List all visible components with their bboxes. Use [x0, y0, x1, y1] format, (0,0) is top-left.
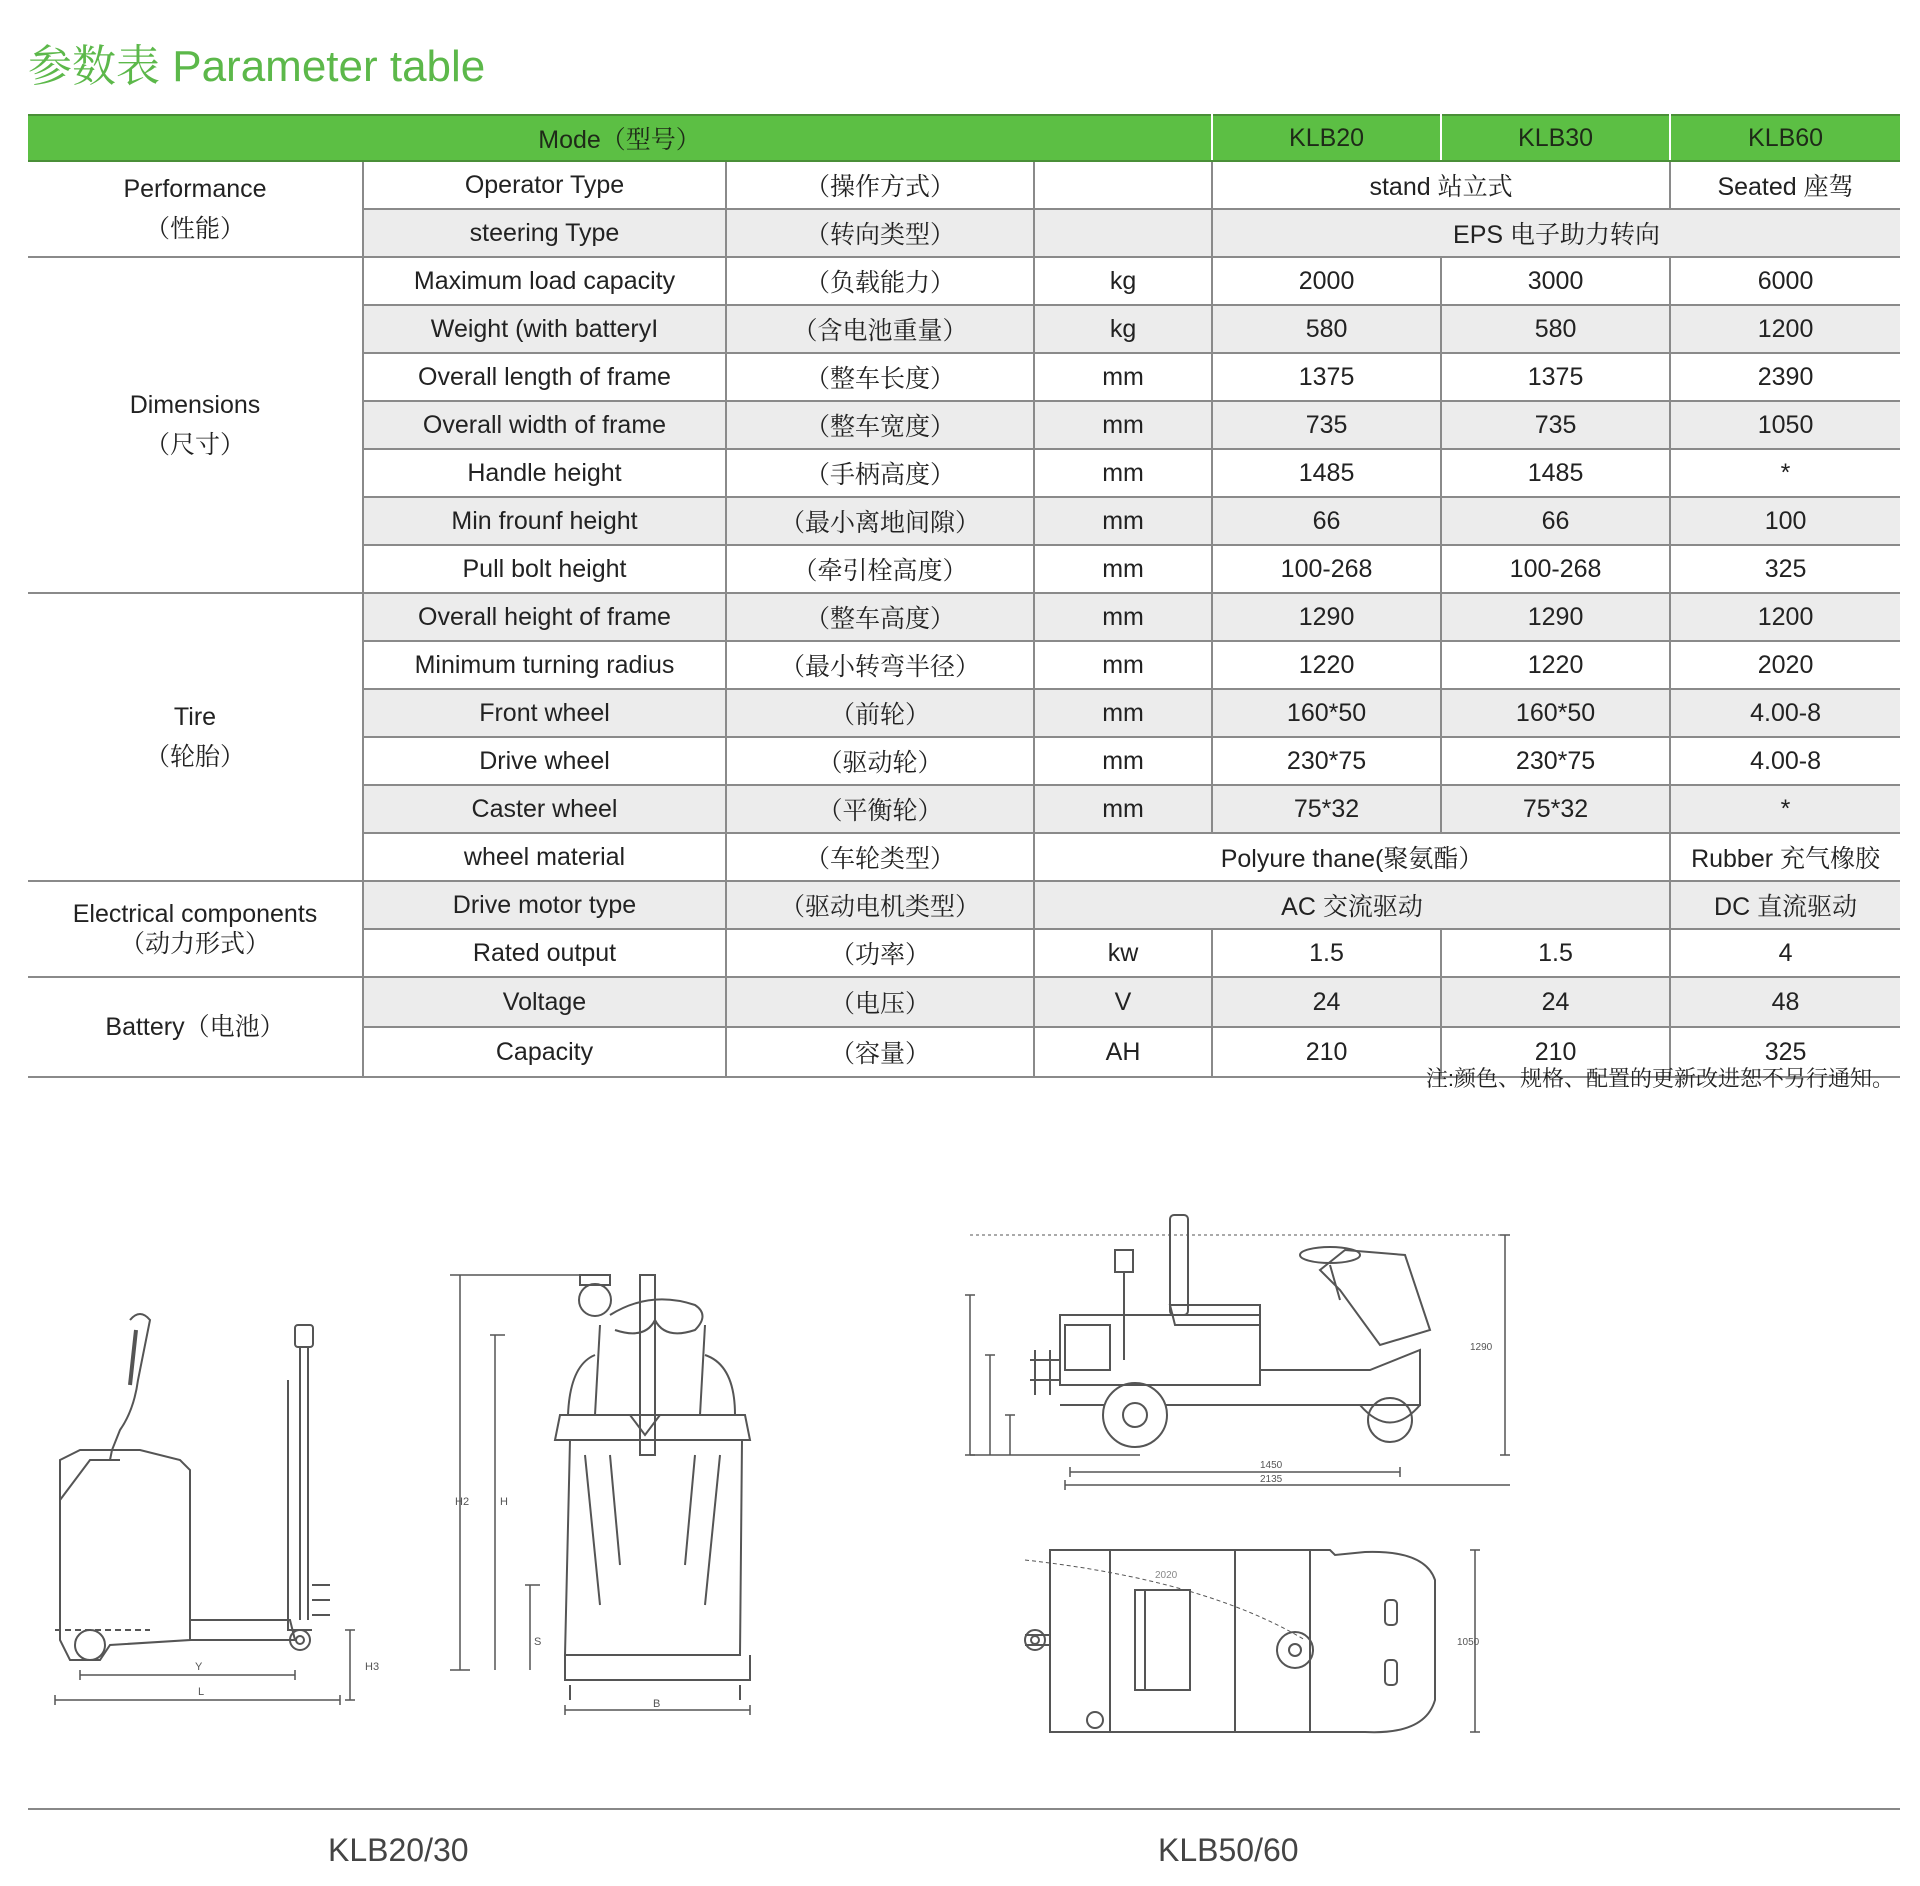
param-cn: （牵引栓高度） — [726, 545, 1034, 593]
param-en: Minimum turning radius — [363, 641, 726, 689]
param-value: 4.00-8 — [1670, 737, 1900, 785]
param-value: 1200 — [1670, 593, 1900, 641]
param-cn: （车轮类型） — [726, 833, 1034, 881]
param-value: 1.5 — [1441, 929, 1670, 977]
param-unit — [1034, 161, 1212, 209]
param-value: 1485 — [1441, 449, 1670, 497]
param-unit: mm — [1034, 689, 1212, 737]
param-value: 1.5 — [1212, 929, 1441, 977]
dim-label-y: Y — [195, 1661, 203, 1673]
param-unit: kw — [1034, 929, 1212, 977]
klb20-front-drawing — [450, 1255, 770, 1725]
param-unit: mm — [1034, 545, 1212, 593]
param-value: 24 — [1441, 977, 1670, 1027]
param-en: Capacity — [363, 1027, 726, 1077]
param-value: EPS 电子助力转向 — [1212, 209, 1900, 257]
param-cn: （驱动电机类型） — [726, 881, 1034, 929]
param-value: Polyure thane(聚氨酯） — [1034, 833, 1670, 881]
param-value: 230*75 — [1212, 737, 1441, 785]
param-unit: mm — [1034, 401, 1212, 449]
param-value: 1485 — [1212, 449, 1441, 497]
param-unit: mm — [1034, 593, 1212, 641]
param-value: * — [1670, 449, 1900, 497]
mode-header: Mode（型号） — [28, 115, 1212, 161]
param-value: AC 交流驱动 — [1034, 881, 1670, 929]
footnote: 注:颜色、规格、配置的更新改进恕不另行通知。 — [1425, 1066, 1894, 1091]
table-row — [28, 593, 1900, 641]
model-klb60-header: KLB60 — [1670, 115, 1900, 161]
param-unit: mm — [1034, 737, 1212, 785]
dim-label-b: B — [653, 1698, 661, 1710]
model-klb30-header: KLB30 — [1441, 115, 1670, 161]
param-value: 735 — [1212, 401, 1441, 449]
param-unit: V — [1034, 977, 1212, 1027]
dim-label-l: L — [198, 1686, 205, 1698]
param-cn: （前轮） — [726, 689, 1034, 737]
param-value: stand 站立式 — [1212, 161, 1670, 209]
param-unit: AH — [1034, 1027, 1212, 1077]
param-value: 4 — [1670, 929, 1900, 977]
param-value: 580 — [1212, 305, 1441, 353]
param-value: 4.00-8 — [1670, 689, 1900, 737]
param-cn: （容量） — [726, 1027, 1034, 1077]
param-en: Drive wheel — [363, 737, 726, 785]
param-value: 210 — [1212, 1027, 1441, 1077]
param-en: Rated output — [363, 929, 726, 977]
group-en-label: Tire — [173, 703, 217, 731]
table-row — [28, 257, 1900, 305]
group-en-label: Electrical components — [72, 900, 318, 928]
table-row — [28, 161, 1900, 209]
group-cn-label: （尺寸） — [144, 431, 245, 459]
param-value: 325 — [1670, 1027, 1900, 1077]
param-unit: kg — [1034, 305, 1212, 353]
caption-klb50-60: KLB50/60 — [1158, 1832, 1299, 1868]
param-en: Front wheel — [363, 689, 726, 737]
param-cn: （整车高度） — [726, 593, 1034, 641]
param-value: 48 — [1670, 977, 1900, 1027]
param-cn: （负载能力） — [726, 257, 1034, 305]
param-value: 210 — [1441, 1027, 1670, 1077]
group-en-label: Dimensions — [129, 391, 261, 419]
param-en: Overall length of frame — [363, 353, 726, 401]
param-cn: （最小转弯半径） — [726, 641, 1034, 689]
param-value: 1050 — [1670, 401, 1900, 449]
table-row — [28, 977, 1900, 1027]
param-cn: （平衡轮） — [726, 785, 1034, 833]
param-value: 66 — [1212, 497, 1441, 545]
param-value: 580 — [1441, 305, 1670, 353]
dim-label-2135: 2135 — [1260, 1474, 1283, 1485]
dim-label-1290: 1290 — [1470, 1342, 1493, 1353]
param-value: Rubber 充气橡胶 — [1670, 833, 1900, 881]
param-value: 160*50 — [1441, 689, 1670, 737]
param-unit: mm — [1034, 497, 1212, 545]
param-value: 100 — [1670, 497, 1900, 545]
param-value: 3000 — [1441, 257, 1670, 305]
param-en: Drive motor type — [363, 881, 726, 929]
klb20-side-drawing — [50, 1300, 400, 1720]
param-value: 1375 — [1212, 353, 1441, 401]
parameter-table — [28, 114, 1900, 1078]
table-row — [28, 881, 1900, 929]
param-cn: （最小离地间隙） — [726, 497, 1034, 545]
param-cn: （电压） — [726, 977, 1034, 1027]
param-unit: mm — [1034, 449, 1212, 497]
group-dimensions — [28, 257, 363, 593]
group-en-label: Performance — [123, 175, 267, 203]
param-value: 75*32 — [1441, 785, 1670, 833]
param-en: Voltage — [363, 977, 726, 1027]
param-en: Caster wheel — [363, 785, 726, 833]
param-en: Pull bolt height — [363, 545, 726, 593]
param-value: 100-268 — [1441, 545, 1670, 593]
page-title: 参数表 Parameter table — [28, 42, 486, 91]
group-cn-label: （动力形式） — [119, 930, 270, 958]
param-value: 75*32 — [1212, 785, 1441, 833]
dim-label-s: S — [534, 1636, 542, 1648]
klb60-top-drawing — [1005, 1540, 1495, 1750]
param-value: 1375 — [1441, 353, 1670, 401]
param-value: 24 — [1212, 977, 1441, 1027]
dim-label-h: H — [500, 1496, 508, 1508]
param-value: 2390 — [1670, 353, 1900, 401]
table-header-row — [28, 115, 1900, 161]
param-cn: （手柄高度） — [726, 449, 1034, 497]
group-electrical — [28, 881, 363, 977]
param-value: 6000 — [1670, 257, 1900, 305]
caption-klb20-30: KLB20/30 — [328, 1832, 469, 1868]
param-en: Overall height of frame — [363, 593, 726, 641]
param-unit — [1034, 209, 1212, 257]
model-klb20-header: KLB20 — [1212, 115, 1441, 161]
param-en: Operator Type — [363, 161, 726, 209]
param-cn: （转向类型） — [726, 209, 1034, 257]
param-value: 1290 — [1441, 593, 1670, 641]
group-cn-label: （性能） — [144, 215, 245, 243]
param-en: Handle height — [363, 449, 726, 497]
param-en: Weight (with batteryI — [363, 305, 726, 353]
param-value: 160*50 — [1212, 689, 1441, 737]
group-cn-label: （轮胎） — [144, 743, 245, 771]
param-en: wheel material — [363, 833, 726, 881]
group-performance — [28, 161, 363, 257]
dim-label-2020: 2020 — [1155, 1570, 1178, 1581]
param-en: Min frounf height — [363, 497, 726, 545]
param-value: Seated 座驾 — [1670, 161, 1900, 209]
param-en: Maximum load capacity — [363, 257, 726, 305]
param-cn: （整车长度） — [726, 353, 1034, 401]
param-value: DC 直流驱动 — [1670, 881, 1900, 929]
param-value: 2020 — [1670, 641, 1900, 689]
param-cn: （整车宽度） — [726, 401, 1034, 449]
param-value: * — [1670, 785, 1900, 833]
param-value: 1200 — [1670, 305, 1900, 353]
bottom-divider — [28, 1808, 1900, 1810]
dim-label-1050: 1050 — [1457, 1637, 1480, 1648]
param-unit: kg — [1034, 257, 1212, 305]
param-en: steering Type — [363, 209, 726, 257]
param-cn: （含电池重量） — [726, 305, 1034, 353]
dim-label-h3: H3 — [365, 1661, 380, 1673]
param-unit: mm — [1034, 641, 1212, 689]
param-value: 735 — [1441, 401, 1670, 449]
klb60-side-drawing — [960, 1210, 1520, 1490]
param-value: 1220 — [1441, 641, 1670, 689]
param-value: 100-268 — [1212, 545, 1441, 593]
param-unit: mm — [1034, 353, 1212, 401]
param-value: 66 — [1441, 497, 1670, 545]
group-tire — [28, 593, 363, 881]
param-value: 325 — [1670, 545, 1900, 593]
param-cn: （功率） — [726, 929, 1034, 977]
param-value: 1290 — [1212, 593, 1441, 641]
dim-label-h2: H2 — [455, 1496, 470, 1508]
param-cn: （驱动轮） — [726, 737, 1034, 785]
param-unit: mm — [1034, 785, 1212, 833]
param-en: Overall width of frame — [363, 401, 726, 449]
param-value: 2000 — [1212, 257, 1441, 305]
param-value: 1220 — [1212, 641, 1441, 689]
group-battery — [28, 977, 363, 1077]
dim-label-1450: 1450 — [1260, 1460, 1283, 1471]
param-cn: （操作方式） — [726, 161, 1034, 209]
group-en-label: Battery（电池） — [105, 1013, 285, 1041]
param-value: 230*75 — [1441, 737, 1670, 785]
